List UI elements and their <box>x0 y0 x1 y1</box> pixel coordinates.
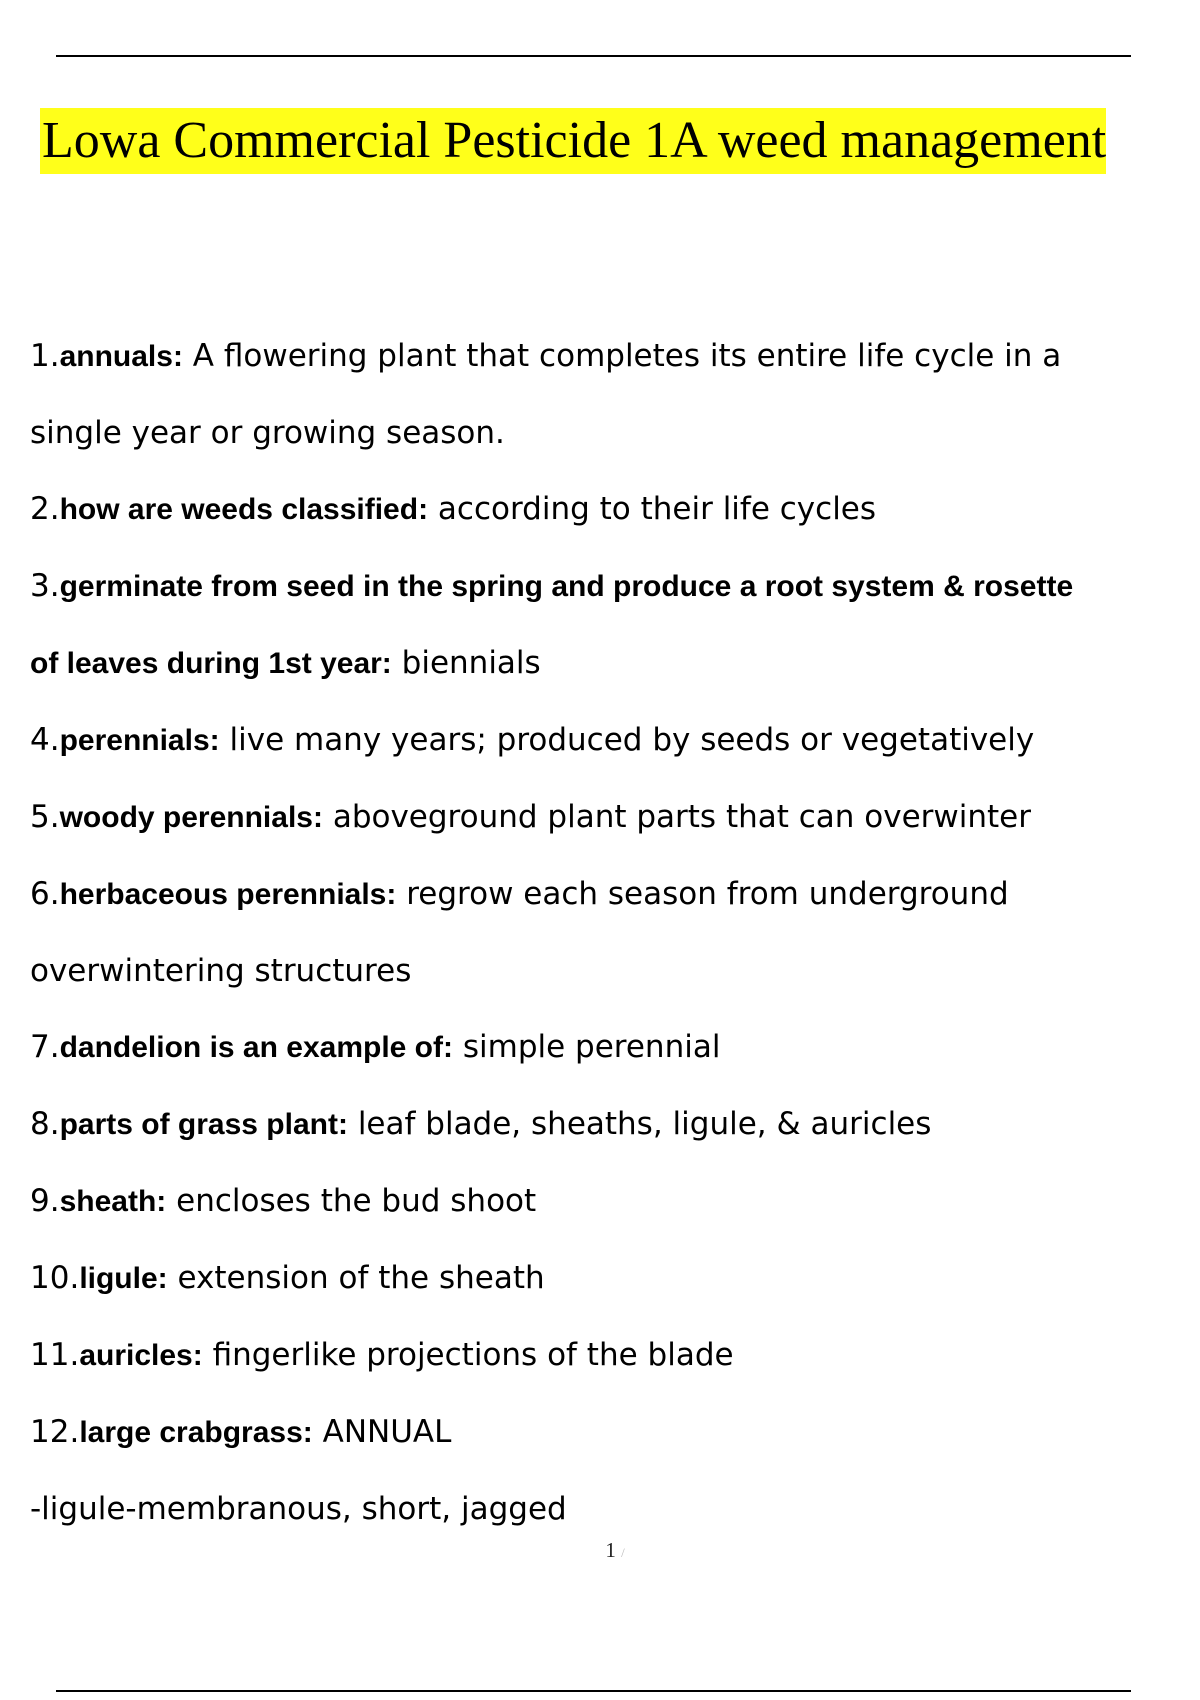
item-line <box>30 702 1165 779</box>
item-line-continued: -ligule-membranous, short, jagged <box>30 1491 567 1527</box>
item-line-continued: overwintering structures <box>30 953 412 989</box>
item-line <box>30 779 1165 856</box>
item-term: sheath: <box>59 1185 167 1218</box>
list-item <box>30 702 1165 779</box>
item-line <box>30 1163 1165 1240</box>
item-definition: aboveground plant parts that can overwinter <box>322 799 1032 835</box>
item-number: 10. <box>30 1260 80 1296</box>
list-item <box>30 1009 1165 1086</box>
list-item <box>30 1317 1165 1394</box>
item-definition: encloses the bud shoot <box>166 1183 537 1219</box>
item-definition: leaf blade, sheaths, ligule, & auricles <box>347 1106 932 1142</box>
item-term-continued: of leaves during 1st year: <box>30 647 392 680</box>
item-definition: ANNUAL <box>312 1414 452 1450</box>
item-term: perennials: <box>59 724 220 757</box>
item-term: annuals: <box>59 340 183 373</box>
item-definition: fingerlike projections of the blade <box>202 1337 734 1373</box>
item-term: dandelion is an example of: <box>59 1031 453 1064</box>
item-number: 8. <box>30 1106 60 1142</box>
item-term: herbaceous perennials: <box>59 878 397 911</box>
item-number: 11. <box>30 1337 80 1373</box>
item-line <box>30 1394 1165 1471</box>
item-line <box>30 1317 1165 1394</box>
list-item <box>30 1394 1165 1547</box>
item-term: germinate from seed in the spring and produce a root system & rosette <box>59 570 1074 603</box>
flashcard-list <box>30 318 1165 1547</box>
page-number-suffix: / <box>621 1545 625 1560</box>
list-item <box>30 779 1165 856</box>
item-definition: extension of the sheath <box>167 1260 545 1296</box>
item-definition: A flowering plant that completes its entire life cycle in a <box>182 338 1062 374</box>
item-definition: regrow each season from underground <box>396 876 1009 912</box>
item-line <box>30 856 1165 933</box>
item-definition: simple perennial <box>453 1029 721 1065</box>
item-line <box>30 1086 1165 1163</box>
item-number: 4. <box>30 722 60 758</box>
item-definition: live many years; produced by seeds or vegetatively <box>219 722 1035 758</box>
list-item <box>30 318 1165 471</box>
item-line <box>30 1009 1165 1086</box>
item-number: 2. <box>30 491 60 527</box>
list-item <box>30 471 1165 548</box>
item-term: auricles: <box>79 1339 203 1372</box>
item-number: 7. <box>30 1029 60 1065</box>
item-term: how are weeds classified: <box>59 493 429 526</box>
document-title: Lowa Commercial Pesticide 1A weed management <box>40 108 1106 174</box>
item-number: 12. <box>30 1414 80 1450</box>
top-rule <box>56 55 1131 57</box>
bottom-rule <box>56 1690 1131 1692</box>
page-number <box>0 1538 1200 1563</box>
item-line-continued <box>30 625 1165 702</box>
list-item <box>30 1240 1165 1317</box>
item-definition: biennials <box>391 645 541 681</box>
item-number: 1. <box>30 338 60 374</box>
item-line <box>30 1240 1165 1317</box>
item-term: woody perennials: <box>59 801 323 834</box>
list-item <box>30 1163 1165 1240</box>
item-number: 6. <box>30 876 60 912</box>
item-line <box>30 471 1165 548</box>
list-item <box>30 856 1165 1009</box>
item-number: 3. <box>30 568 60 604</box>
item-line-continued: single year or growing season. <box>30 415 505 451</box>
list-item <box>30 1086 1165 1163</box>
item-line <box>30 318 1165 395</box>
item-term: parts of grass plant: <box>59 1108 348 1141</box>
list-item <box>30 548 1165 702</box>
item-term: large crabgrass: <box>79 1416 313 1449</box>
item-term: ligule: <box>79 1262 168 1295</box>
item-number: 5. <box>30 799 60 835</box>
item-definition: according to their life cycles <box>428 491 877 527</box>
page-number-value: 1 <box>605 1538 616 1562</box>
item-line <box>30 548 1165 625</box>
item-number: 9. <box>30 1183 60 1219</box>
